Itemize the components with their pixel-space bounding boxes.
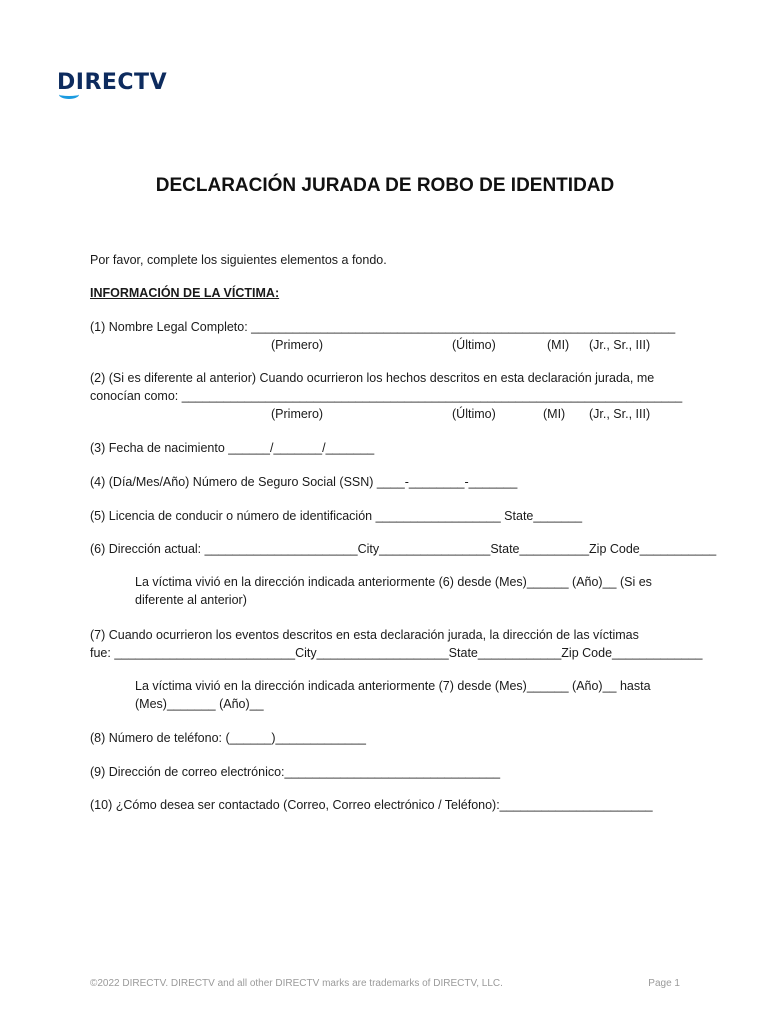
item-4-ssn: (4) (Día/Mes/Año) Número de Seguro Social (SSN) ____-________-_______	[90, 475, 518, 489]
item-6-note-line-2: diferente al anterior)	[135, 593, 247, 607]
directv-logo	[57, 70, 167, 96]
footer-page-number: Page 1	[648, 978, 680, 989]
document-title: DECLARACIÓN JURADA DE ROBO DE IDENTIDAD	[155, 175, 615, 196]
item-2-line-2: conocían como: ________________________________________________________________________	[90, 389, 683, 403]
item-2-label-mi: (MI)	[543, 407, 566, 421]
item-10-contact-preference: (10) ¿Cómo desea ser contactado (Correo, Correo electrónico / Teléfono):______________________	[90, 798, 653, 812]
section-heading: INFORMACIÓN DE LA VÍCTIMA:	[90, 286, 280, 300]
item-1-label-first: (Primero)	[271, 338, 324, 352]
item-1-label-mi: (MI)	[547, 338, 570, 352]
item-1-full-name: (1) Nombre Legal Completo: _____________________________________________________________	[90, 320, 676, 334]
logo-text: DIRECTV	[57, 70, 168, 95]
item-7-note-line-1: La víctima vivió en la dirección indicada anteriormente (7) desde (Mes)______ (Año)__ hasta	[135, 679, 651, 693]
item-5-license: (5) Licencia de conducir o número de identificación __________________ State_______	[90, 509, 583, 523]
footer-copyright: ©2022 DIRECTV. DIRECTV and all other DIRECTV marks are trademarks of DIRECTV, LLC.	[90, 978, 503, 989]
item-6-current-address: (6) Dirección actual: ______________________City________________State__________Zip Code___________	[90, 542, 717, 556]
item-2-label-first: (Primero)	[271, 407, 324, 421]
item-9-email: (9) Dirección de correo electrónico:_______________________________	[90, 765, 501, 779]
item-2-label-last: (Último)	[452, 407, 496, 421]
item-7-line-2: fue: __________________________City___________________State____________Zip Code_____________	[90, 646, 703, 660]
intro-text: Por favor, complete los siguientes elementos a fondo.	[90, 253, 387, 267]
item-3-birth-date: (3) Fecha de nacimiento ______/_______/_______	[90, 441, 375, 455]
item-7-note-line-2: (Mes)_______ (Año)__	[135, 697, 264, 711]
item-6-note-line-1: La víctima vivió en la dirección indicada anteriormente (6) desde (Mes)______ (Año)__ (Si es	[135, 575, 652, 589]
logo-swoosh-icon	[59, 90, 79, 99]
item-7-line-1: (7) Cuando ocurrieron los eventos descritos en esta declaración jurada, la dirección de las víctimas	[90, 628, 639, 642]
item-1-label-suffix: (Jr., Sr., III)	[589, 338, 651, 352]
item-2-label-suffix: (Jr., Sr., III)	[589, 407, 651, 421]
item-8-phone: (8) Número de teléfono: (______)_____________	[90, 731, 366, 745]
item-2-line-1: (2) (Si es diferente al anterior) Cuando ocurrieron los hechos descritos en esta declaración jurada, me	[90, 371, 655, 385]
item-1-label-last: (Último)	[452, 338, 496, 352]
